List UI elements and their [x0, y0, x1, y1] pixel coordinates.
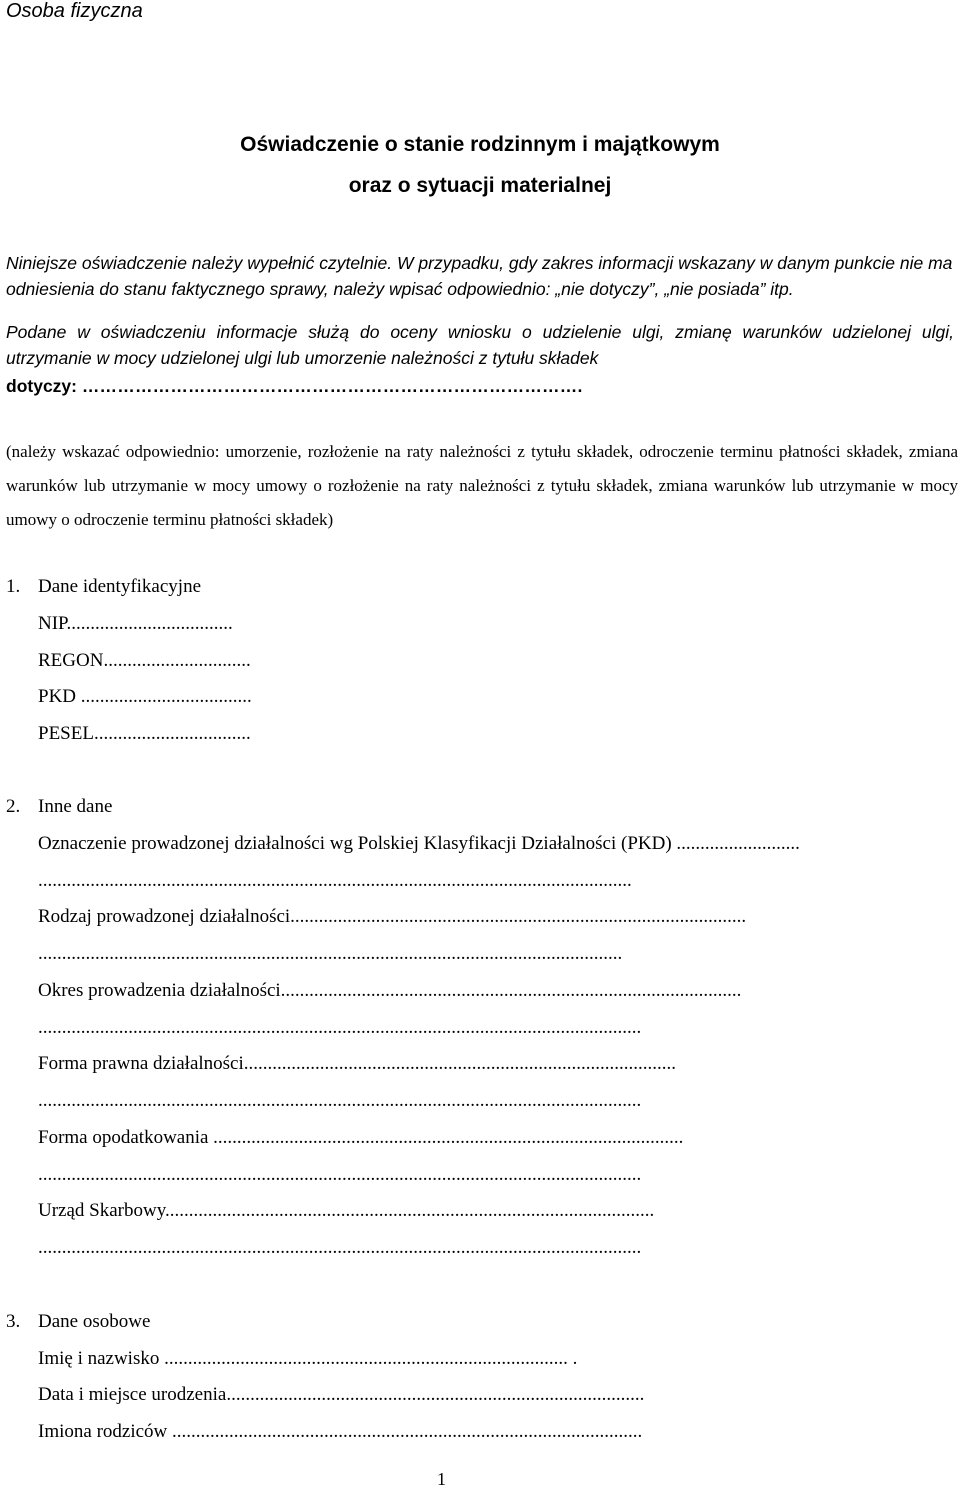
pkd-field[interactable]: PKD ....................................: [38, 686, 252, 707]
pkd-classification-continuation[interactable]: .............................................................................................................................: [38, 870, 632, 891]
parents-names-field[interactable]: Imiona rodziców ...................................................................................................: [38, 1421, 643, 1442]
section-2-number: 2.: [6, 796, 21, 817]
section-3-number: 3.: [6, 1311, 21, 1332]
nip-field[interactable]: NIP...................................: [38, 613, 233, 634]
document-title-line-1: Oświadczenie o stanie rodzinnym i majątkowym: [240, 133, 720, 156]
legal-form-field[interactable]: Forma prawna działalności...........................................................................................: [38, 1053, 677, 1074]
regon-field[interactable]: REGON...............................: [38, 650, 251, 671]
business-type-continuation[interactable]: ...........................................................................................................................: [38, 943, 623, 964]
dotyczy-label: dotyczy:: [6, 376, 77, 396]
tax-office-field[interactable]: Urząd Skarbowy.......................................................................................................: [38, 1200, 655, 1221]
pesel-field[interactable]: PESEL.................................: [38, 723, 251, 744]
business-period-continuation[interactable]: ...............................................................................................................................: [38, 1017, 642, 1038]
birth-date-place-field[interactable]: Data i miejsce urodzenia........................................................................................: [38, 1384, 645, 1405]
full-name-field[interactable]: Imię i nazwisko ..................................................................................... .: [38, 1348, 578, 1369]
business-period-field[interactable]: Okres prowadzenia działalności.................................................................................................: [38, 980, 742, 1001]
dotyczy-input-line[interactable]: ………………………………………………………………………….: [81, 376, 583, 396]
pkd-classification-field[interactable]: Oznaczenie prowadzonej działalności wg Polskiej Klasyfikacji Działalności (PKD) ..........................: [38, 833, 800, 854]
taxation-form-field[interactable]: Forma opodatkowania ...................................................................................................: [38, 1127, 684, 1148]
taxation-form-continuation[interactable]: ...............................................................................................................................: [38, 1164, 642, 1185]
section-1-title: Dane identyfikacyjne: [38, 576, 202, 597]
legal-form-continuation[interactable]: ...............................................................................................................................: [38, 1090, 642, 1111]
document-type-label: Osoba fizyczna: [6, 0, 143, 22]
purpose-paragraph: Podane w oświadczeniu informacje służą do oceny wniosku o udzielenie ulgi, zmianę warunków udzielonej ulgi, utrzymanie w mocy udzielonej ulgi lub umorzenie należności z tytułu składek: [6, 322, 954, 368]
dotyczy-note: (należy wskazać odpowiednio: umorzenie, rozłożenie na raty należności z tytułu składek, odroczenie terminu płatności składek, zmiana warunków lub utrzymanie w mocy umowy o rozłożenie na raty należności z tytułu składek, zmiana warunków lub utrzymanie w mocy umowy o odroczenie terminu płatności składek): [6, 442, 958, 529]
dotyczy-line: [6, 376, 950, 397]
section-2-title: Inne dane: [38, 796, 113, 817]
tax-office-continuation[interactable]: ...............................................................................................................................: [38, 1237, 642, 1258]
page-number: 1: [437, 1469, 446, 1489]
document-title-line-2: oraz o sytuacji materialnej: [348, 174, 612, 197]
instructions-paragraph: Niniejsze oświadczenie należy wypełnić czytelnie. W przypadku, gdy zakres informacji wskazany w danym punkcie nie ma odniesienia do stanu faktycznego sprawy, należy wpisać odpowiednio: „nie dotyczy”, „nie posiada” itp.: [6, 253, 953, 299]
section-1-number: 1.: [6, 576, 21, 597]
section-3-title: Dane osobowe: [38, 1311, 151, 1332]
business-type-field[interactable]: Rodzaj prowadzonej działalności................................................................................................: [38, 906, 747, 927]
